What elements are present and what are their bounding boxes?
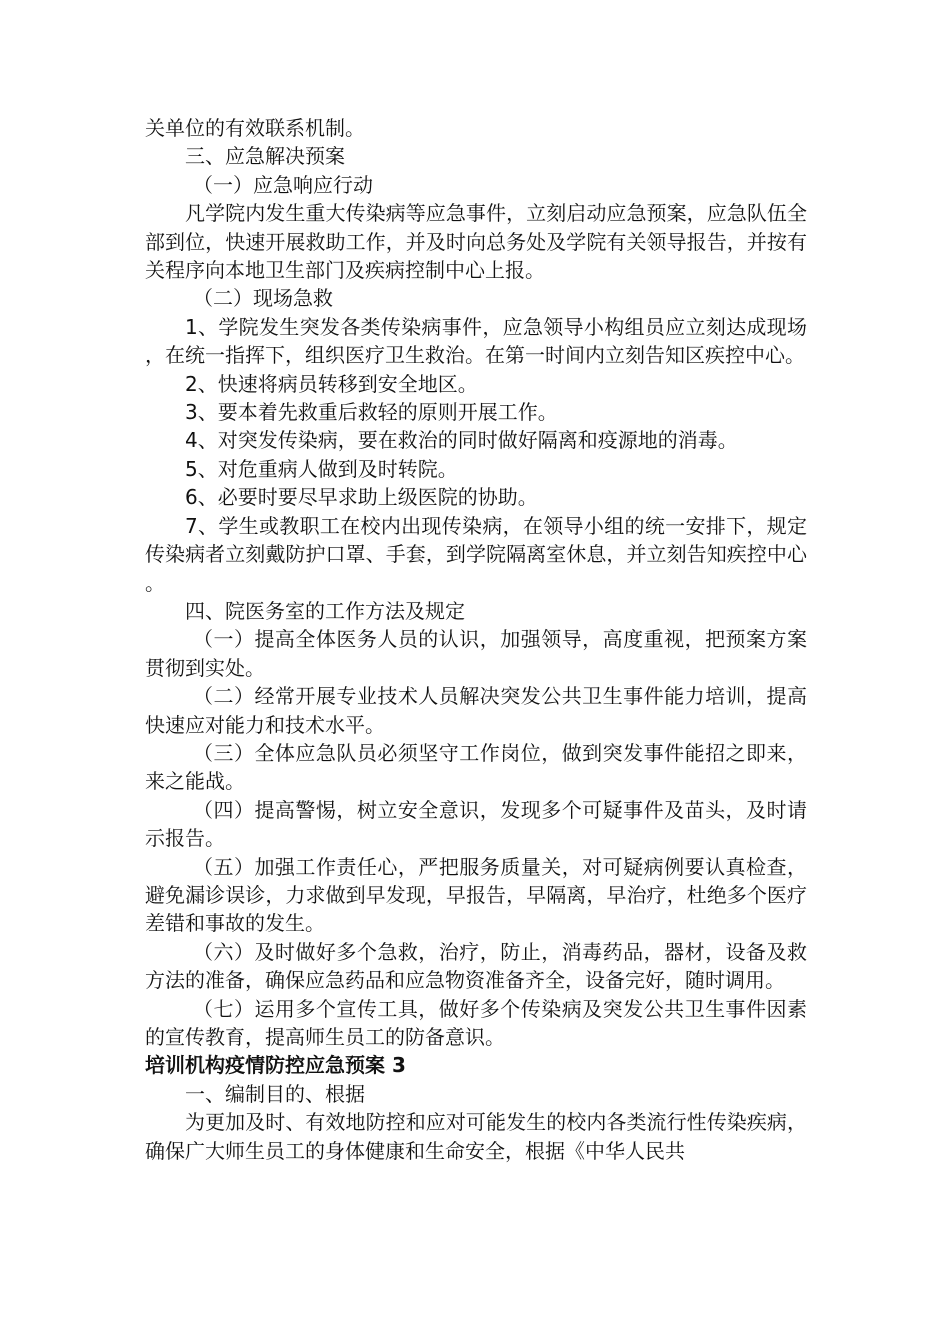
list-item-clinic-1: （一）提高全体医务人员的认识，加强领导，高度重视，把预案方案贯彻到实处。 <box>145 627 807 680</box>
paragraph-response-action: 凡学院内发生重大传染病等应急事件，立刻启动应急预案，应急队伍全部到位，快速开展救助工作，并及时向总务处及学院有关领导报告，并按有关程序向本地卫生部门及疾病控制中心上报。 <box>145 201 807 283</box>
document-page <box>145 114 807 1165</box>
list-item-clinic-7: （七）运用多个宣传工具，做好多个传染病及突发公共卫生事件因素的宣传教育，提高师生员工的防备意识。 <box>145 996 807 1049</box>
list-item-clinic-3: （三）全体应急队员必须坚守工作岗位，做到突发事件能招之即来，来之能战。 <box>145 740 807 794</box>
list-item-clinic-4: （四）提高警惕，树立安全意识，发现多个可疑事件及苗头，及时请示报告。 <box>145 797 807 851</box>
section-heading-emergency-plan: 三、应急解决预案 <box>185 144 345 169</box>
paragraph-purpose: 为更加及时、有效地防控和应对可能发生的校内各类流行性传染疾病，确保广大师生员工的身体健康和生命安全，根据《中华人民共 <box>145 1110 807 1163</box>
list-item-rescue-6: 6、必要时要尽早求助上级医院的协助。 <box>185 485 538 510</box>
list-item-clinic-2: （二）经常开展专业技术人员解决突发公共卫生事件能力培训，提高快速应对能力和技术水平。 <box>145 684 807 737</box>
document-heading-plan-3: 培训机构疫情防控应急预案 3 <box>145 1053 406 1078</box>
list-item-rescue-5: 5、对危重病人做到及时转院。 <box>185 456 458 481</box>
subsection-heading-response-action: （一）应急响应行动 <box>193 172 373 197</box>
paragraph-continuation: 关单位的有效联系机制。 <box>145 116 365 140</box>
list-item-clinic-5: （五）加强工作责任心，严把服务质量关，对可疑病例要认真检查，避免漏诊误诊，力求做到早发现，早报告，早隔离，早治疗，杜绝多个医疗差错和事故的发生。 <box>145 854 807 936</box>
section-heading-clinic-methods: 四、院医务室的工作方法及规定 <box>185 598 465 623</box>
list-item-rescue-1: 1、学院发生突发各类传染病事件，应急领导小构组员应立刻达成现场，在统一指挥下，组织医疗卫生救治。在第一时间内立刻告知区疾控中心。 <box>145 314 807 368</box>
subsection-heading-onsite-rescue: （二）现场急救 <box>193 286 333 311</box>
list-item-clinic-6: （六）及时做好多个急救，治疗，防止，消毒药品，器材，设备及救方法的准备，确保应急药品和应急物资准备齐全，设备完好，随时调用。 <box>145 939 807 993</box>
section-heading-purpose-basis: 一、编制目的、根据 <box>185 1081 365 1106</box>
list-item-rescue-4: 4、对突发传染病，要在救治的同时做好隔离和疫源地的消毒。 <box>185 428 738 453</box>
list-item-rescue-3: 3、要本着先救重后救轻的原则开展工作。 <box>185 400 558 425</box>
list-item-rescue-7: 7、学生或教职工在校内出现传染病，在领导小组的统一安排下，规定传染病者立刻戴防护口罩、手套，到学院隔离室休息，并立刻告知疾控中心。 <box>145 513 807 595</box>
list-item-rescue-2: 2、快速将病员转移到安全地区。 <box>185 371 478 396</box>
